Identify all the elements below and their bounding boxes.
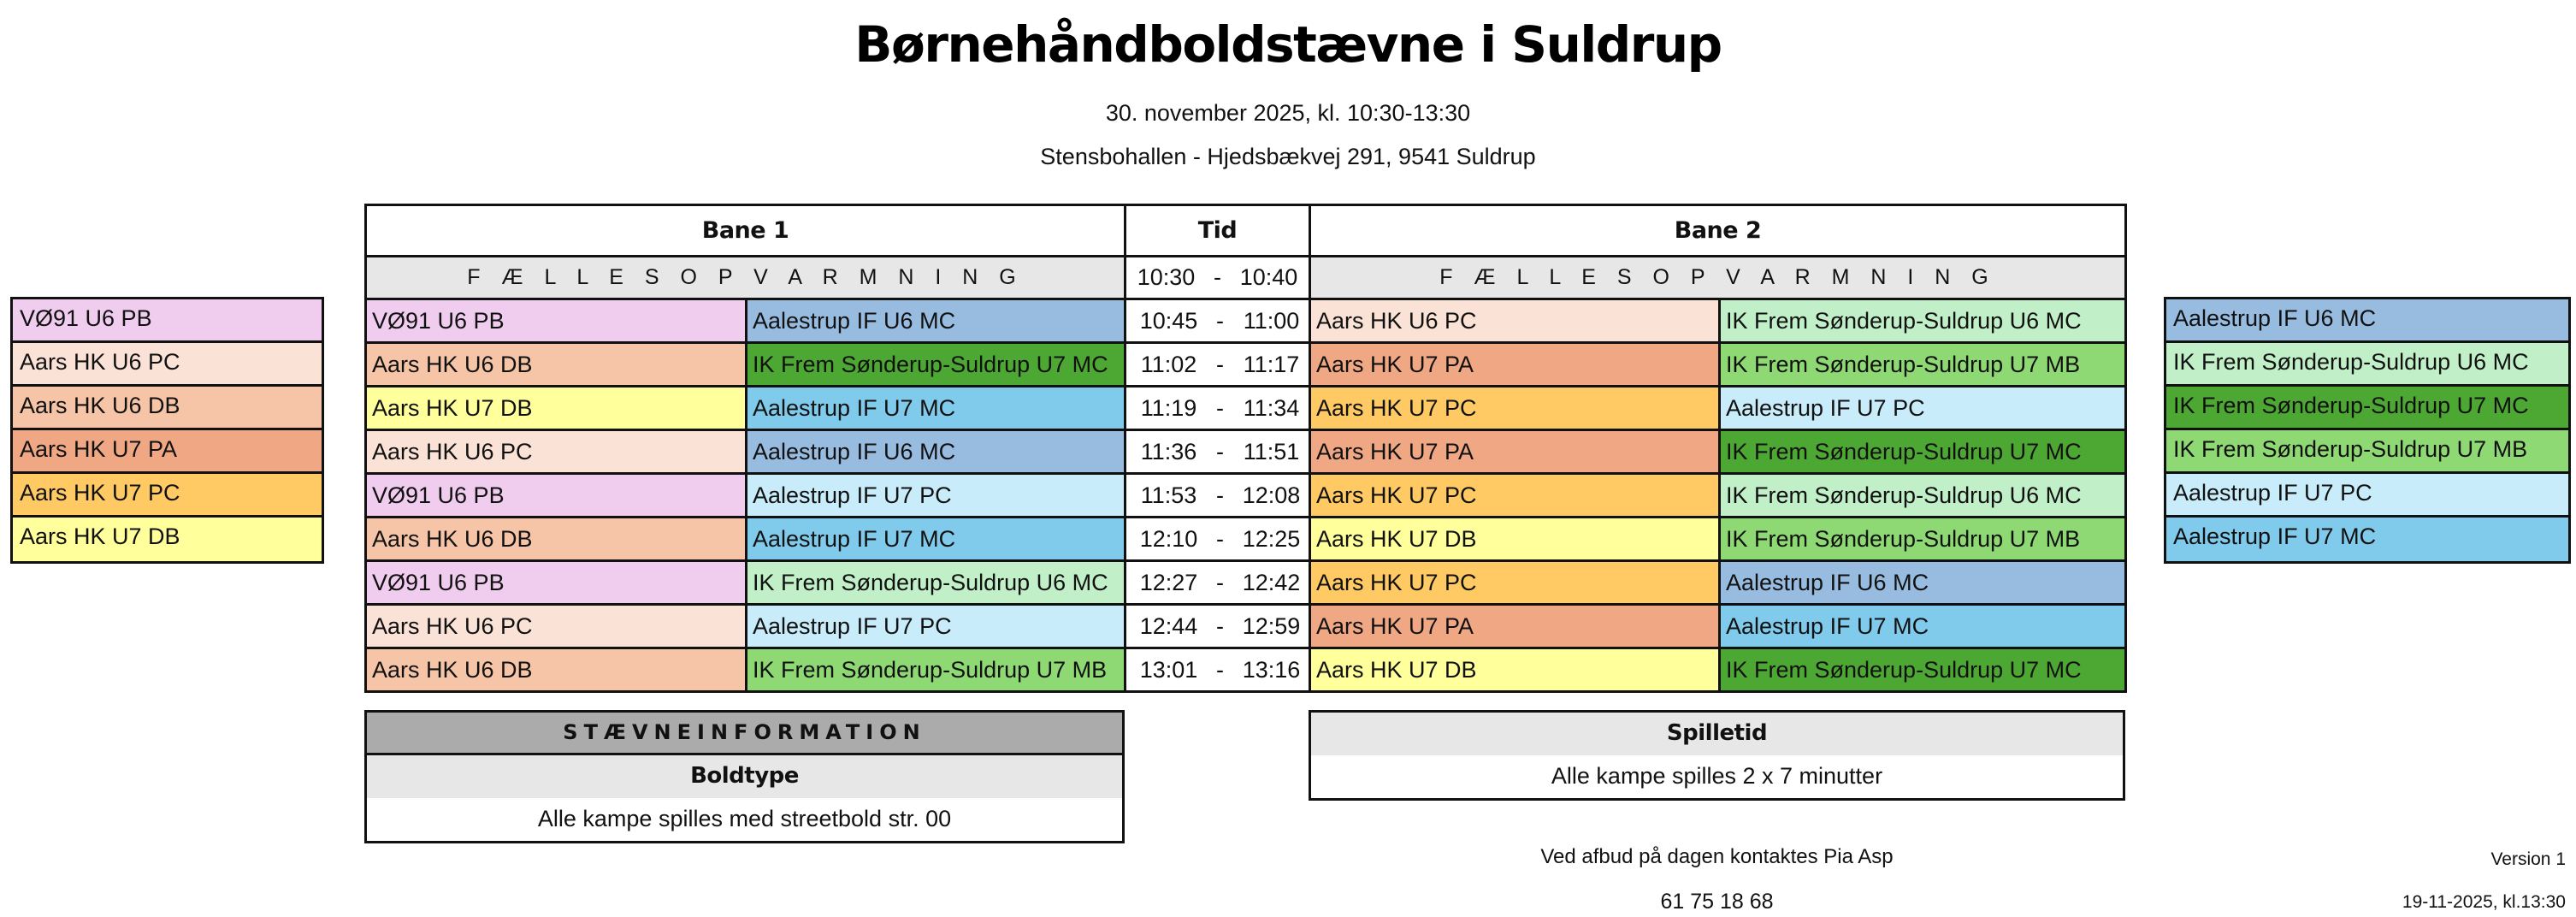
match-row <box>366 605 2126 648</box>
match-row <box>366 518 2126 561</box>
time-to: 12:42 <box>1242 569 1301 595</box>
court2-away-team: IK Frem Sønderup-Suldrup U6 MC <box>1720 299 2126 343</box>
match-row <box>366 561 2126 605</box>
legend-item: Aalestrup IF U7 MC <box>2166 518 2568 561</box>
court1-home-team: Aars HK U6 PC <box>366 430 747 474</box>
time-separator: - <box>1216 438 1224 464</box>
match-time <box>1126 299 1310 343</box>
court2-home-team: Aars HK U7 PA <box>1310 430 1720 474</box>
legend-left <box>10 297 324 564</box>
court1-away-team: Aalestrup IF U7 PC <box>747 605 1126 648</box>
legend-item: IK Frem Sønderup-Suldrup U6 MC <box>2166 343 2568 387</box>
court2-away-team: Aalestrup IF U7 MC <box>1720 605 2126 648</box>
court2-home-team: Aars HK U7 DB <box>1310 518 1720 561</box>
court2-home-team: Aars HK U7 PC <box>1310 387 1720 430</box>
time-to: 11:00 <box>1243 307 1300 334</box>
event-info-title: STÆVNEINFORMATION <box>367 713 1122 755</box>
match-row <box>366 387 2126 430</box>
time-separator: - <box>1216 482 1224 508</box>
match-row <box>366 299 2126 343</box>
court1-header: Bane 1 <box>366 205 1126 257</box>
time-from: 13:01 <box>1139 656 1198 683</box>
legend-item: Aalestrup IF U6 MC <box>2166 299 2568 343</box>
court2-header: Bane 2 <box>1310 205 2126 257</box>
version-label: Version 1 <box>2490 849 2566 869</box>
court2-home-team: Aars HK U7 PC <box>1310 561 1720 605</box>
court1-home-team: Aars HK U6 PC <box>366 605 747 648</box>
time-from: 10:30 <box>1137 264 1196 290</box>
court2-home-team: Aars HK U6 PC <box>1310 299 1720 343</box>
legend-item: Aars HK U7 DB <box>13 518 322 561</box>
match-time <box>1126 561 1310 605</box>
court1-home-team: VØ91 U6 PB <box>366 299 747 343</box>
match-time <box>1126 343 1310 387</box>
court1-home-team: Aars HK U6 DB <box>366 518 747 561</box>
court2-away-team: Aalestrup IF U6 MC <box>1720 561 2126 605</box>
time-from: 12:44 <box>1139 612 1198 639</box>
court2-away-team: IK Frem Sønderup-Suldrup U7 MB <box>1720 518 2126 561</box>
legend-item: Aalestrup IF U7 PC <box>2166 474 2568 518</box>
court2-home-team: Aars HK U7 PA <box>1310 605 1720 648</box>
time-separator: - <box>1214 264 1221 290</box>
time-separator: - <box>1216 394 1224 421</box>
time-from: 11:53 <box>1140 482 1197 508</box>
court1-away-team: IK Frem Sønderup-Suldrup U6 MC <box>747 561 1126 605</box>
time-from: 11:36 <box>1140 438 1197 464</box>
legend-item: IK Frem Sønderup-Suldrup U7 MB <box>2166 430 2568 474</box>
match-row <box>366 648 2126 692</box>
time-to: 12:25 <box>1242 525 1301 552</box>
time-to: 11:34 <box>1243 394 1300 421</box>
warmup-court1: F Æ L L E S O P V A R M N I N G <box>366 257 1126 299</box>
event-venue: Stensbohallen - Hjedsbækvej 291, 9541 Suldrup <box>1040 144 1536 169</box>
court2-away-team: IK Frem Sønderup-Suldrup U6 MC <box>1720 474 2126 518</box>
time-separator: - <box>1216 351 1224 377</box>
time-to: 11:17 <box>1243 351 1300 377</box>
court1-home-team: Aars HK U6 DB <box>366 343 747 387</box>
updated-timestamp: 19-11-2025, kl.13:30 <box>2402 892 2566 912</box>
match-time <box>1126 387 1310 430</box>
legend-item: Aars HK U7 PA <box>13 430 322 474</box>
court1-away-team: Aalestrup IF U7 MC <box>747 518 1126 561</box>
match-time <box>1126 430 1310 474</box>
court1-home-team: VØ91 U6 PB <box>366 561 747 605</box>
legend-item: Aars HK U6 PC <box>13 343 322 387</box>
contact-line: Ved afbud på dagen kontaktes Pia Asp <box>1540 845 1894 868</box>
court1-away-team: Aalestrup IF U6 MC <box>747 299 1126 343</box>
court2-home-team: Aars HK U7 PC <box>1310 474 1720 518</box>
match-row <box>366 430 2126 474</box>
match-time <box>1126 518 1310 561</box>
time-separator: - <box>1216 612 1224 639</box>
warmup-court2: F Æ L L E S O P V A R M N I N G <box>1310 257 2126 299</box>
time-separator: - <box>1216 656 1224 683</box>
court1-away-team: IK Frem Sønderup-Suldrup U7 MB <box>747 648 1126 692</box>
court1-home-team: Aars HK U7 DB <box>366 387 747 430</box>
court2-away-team: IK Frem Sønderup-Suldrup U7 MB <box>1720 343 2126 387</box>
time-to: 11:51 <box>1243 438 1300 464</box>
time-to: 10:40 <box>1239 264 1298 290</box>
match-time <box>1126 474 1310 518</box>
match-time <box>1126 648 1310 692</box>
legend-item: Aars HK U6 DB <box>13 387 322 430</box>
legend-item: Aars HK U7 PC <box>13 474 322 518</box>
court2-home-team: Aars HK U7 PA <box>1310 343 1720 387</box>
legend-item: IK Frem Sønderup-Suldrup U7 MC <box>2166 387 2568 430</box>
time-separator: - <box>1216 569 1224 595</box>
schedule-table <box>364 204 2127 693</box>
page-title: Børnehåndboldstævne i Suldrup <box>854 15 1722 74</box>
court1-away-team: Aalestrup IF U7 MC <box>747 387 1126 430</box>
match-row <box>366 343 2126 387</box>
court1-away-team: IK Frem Sønderup-Suldrup U7 MC <box>747 343 1126 387</box>
ball-type-heading: Boldtype <box>367 755 1122 798</box>
match-row <box>366 474 2126 518</box>
time-from: 11:02 <box>1140 351 1197 377</box>
court1-home-team: VØ91 U6 PB <box>366 474 747 518</box>
playtime-box <box>1309 710 2125 801</box>
time-to: 12:08 <box>1242 482 1301 508</box>
court2-away-team: IK Frem Sønderup-Suldrup U7 MC <box>1720 648 2126 692</box>
playtime-heading: Spilletid <box>1311 713 2123 755</box>
time-from: 10:45 <box>1139 307 1198 334</box>
playtime-text: Alle kampe spilles 2 x 7 minutter <box>1311 755 2123 798</box>
court1-home-team: Aars HK U6 DB <box>366 648 747 692</box>
time-separator: - <box>1216 525 1224 552</box>
warmup-row <box>366 257 2126 299</box>
time-from: 12:27 <box>1139 569 1198 595</box>
court1-away-team: Aalestrup IF U6 MC <box>747 430 1126 474</box>
match-time <box>1126 605 1310 648</box>
legend-right <box>2164 297 2571 564</box>
court2-home-team: Aars HK U7 DB <box>1310 648 1720 692</box>
time-from: 12:10 <box>1139 525 1198 552</box>
time-from: 11:19 <box>1140 394 1197 421</box>
event-date: 30. november 2025, kl. 10:30-13:30 <box>1105 100 1471 126</box>
event-info-box <box>364 710 1125 843</box>
court2-away-team: IK Frem Sønderup-Suldrup U7 MC <box>1720 430 2126 474</box>
time-to: 12:59 <box>1242 612 1301 639</box>
time-header: Tid <box>1126 205 1310 257</box>
time-to: 13:16 <box>1242 656 1301 683</box>
court1-away-team: Aalestrup IF U7 PC <box>747 474 1126 518</box>
court2-away-team: Aalestrup IF U7 PC <box>1720 387 2126 430</box>
time-separator: - <box>1216 307 1224 334</box>
legend-item: VØ91 U6 PB <box>13 299 322 343</box>
ball-type-text: Alle kampe spilles med streetbold str. 00 <box>367 798 1122 841</box>
contact-phone: 61 75 18 68 <box>1660 890 1774 914</box>
warmup-time <box>1126 257 1310 299</box>
